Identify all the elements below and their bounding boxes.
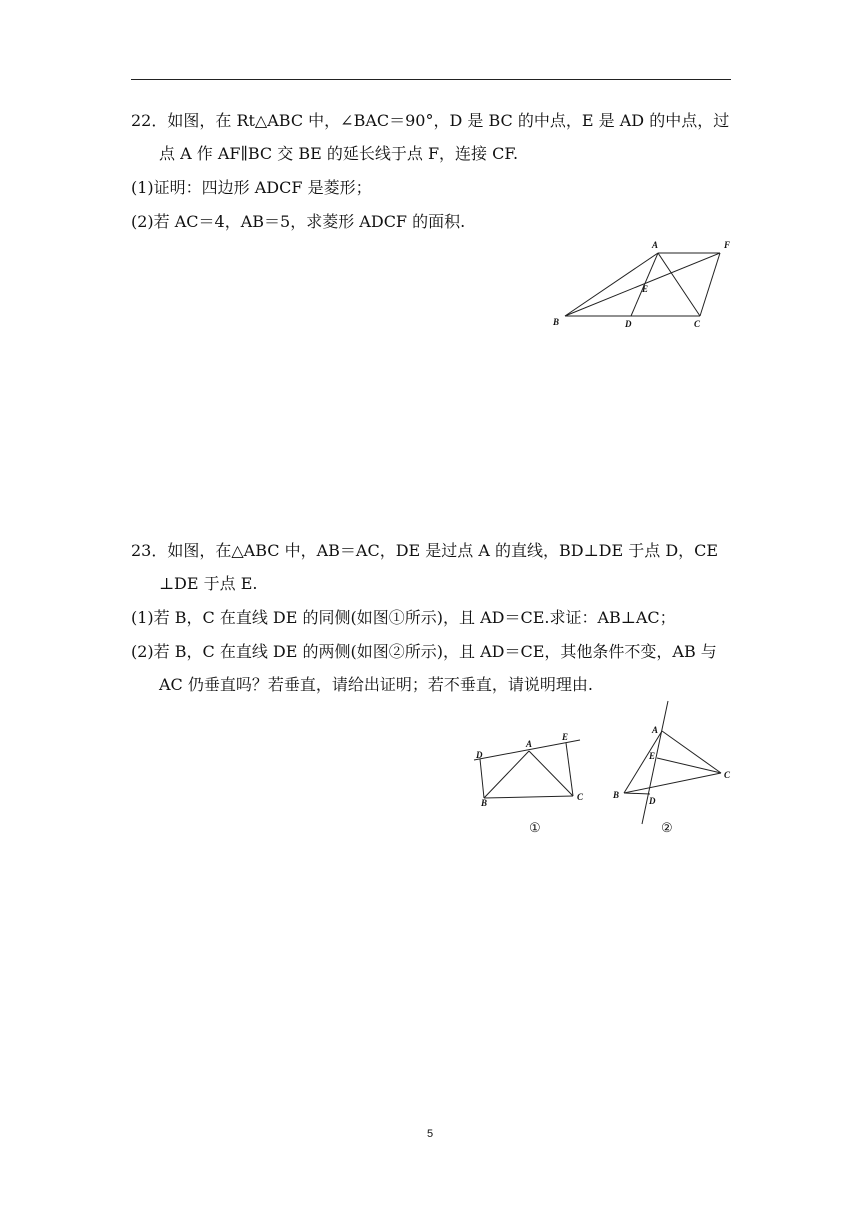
label-F: F — [724, 240, 731, 250]
segment-AB — [624, 731, 662, 793]
label-B: B — [481, 798, 488, 808]
problem-23-question-1: (1)若 B，C 在直线 DE 的同侧(如图①所示)，且 AD＝CE.求证：AB⊥AC； — [131, 608, 676, 627]
label-B: B — [613, 790, 620, 800]
label-A: A — [526, 739, 533, 749]
segment-AC — [529, 751, 573, 796]
problem-22-line-2: 点 A 作 AF∥BC 交 BE 的延长线于点 F，连接 CF. — [159, 144, 519, 163]
problem-22-line-1: 22．如图，在 Rt△ABC 中，∠BAC＝90°，D 是 BC 的中点，E 是 AD 的中点，过 — [131, 111, 730, 130]
problem-23-question-2-line-1: (2)若 B，C 在直线 DE 的两侧(如图②所示)，且 AD＝CE，其他条件不变，AB 与 — [131, 642, 717, 661]
problem-23-figure-2 — [605, 698, 740, 838]
label-C: C — [724, 770, 731, 780]
label-A: A — [652, 725, 659, 735]
segment-EC — [657, 758, 721, 773]
segment-AB — [484, 751, 529, 798]
label-D: D — [476, 750, 483, 760]
label-B: B — [553, 317, 560, 327]
segment-BD — [624, 793, 650, 794]
label-D: D — [625, 319, 632, 329]
label-A: A — [652, 240, 659, 250]
header-rule — [131, 79, 731, 80]
label-E: E — [649, 751, 656, 761]
page-number: 5 — [426, 1128, 434, 1140]
segment-CF — [700, 253, 720, 316]
segment-AC — [662, 731, 721, 773]
problem-23-figure-1 — [468, 728, 593, 840]
problem-22-question-1: (1)证明：四边形 ADCF 是菱形； — [131, 178, 372, 197]
problem-22-question-2: (2)若 AC＝4，AB＝5，求菱形 ADCF 的面积. — [131, 212, 466, 231]
segment-CE — [566, 743, 573, 796]
figure-2-caption: ② — [661, 820, 673, 835]
problem-23-line-2: ⊥DE 于点 E. — [159, 574, 258, 593]
problem-23-line-1: 23．如图，在△ABC 中，AB＝AC，DE 是过点 A 的直线，BD⊥DE 于点 D，CE — [131, 541, 719, 560]
segment-AC — [658, 253, 700, 316]
segment-BC — [484, 796, 573, 798]
label-D: D — [649, 796, 656, 806]
segment-BC — [624, 773, 721, 793]
label-C: C — [577, 792, 584, 802]
label-E: E — [642, 284, 649, 294]
label-C: C — [694, 319, 701, 329]
problem-23-question-2-line-2: AC 仍垂直吗？若垂直，请给出证明；若不垂直，请说明理由. — [159, 675, 593, 694]
segment-BD — [480, 759, 484, 798]
label-E: E — [562, 732, 569, 742]
problem-22-figure — [545, 235, 745, 335]
figure-1-caption: ① — [529, 820, 541, 835]
